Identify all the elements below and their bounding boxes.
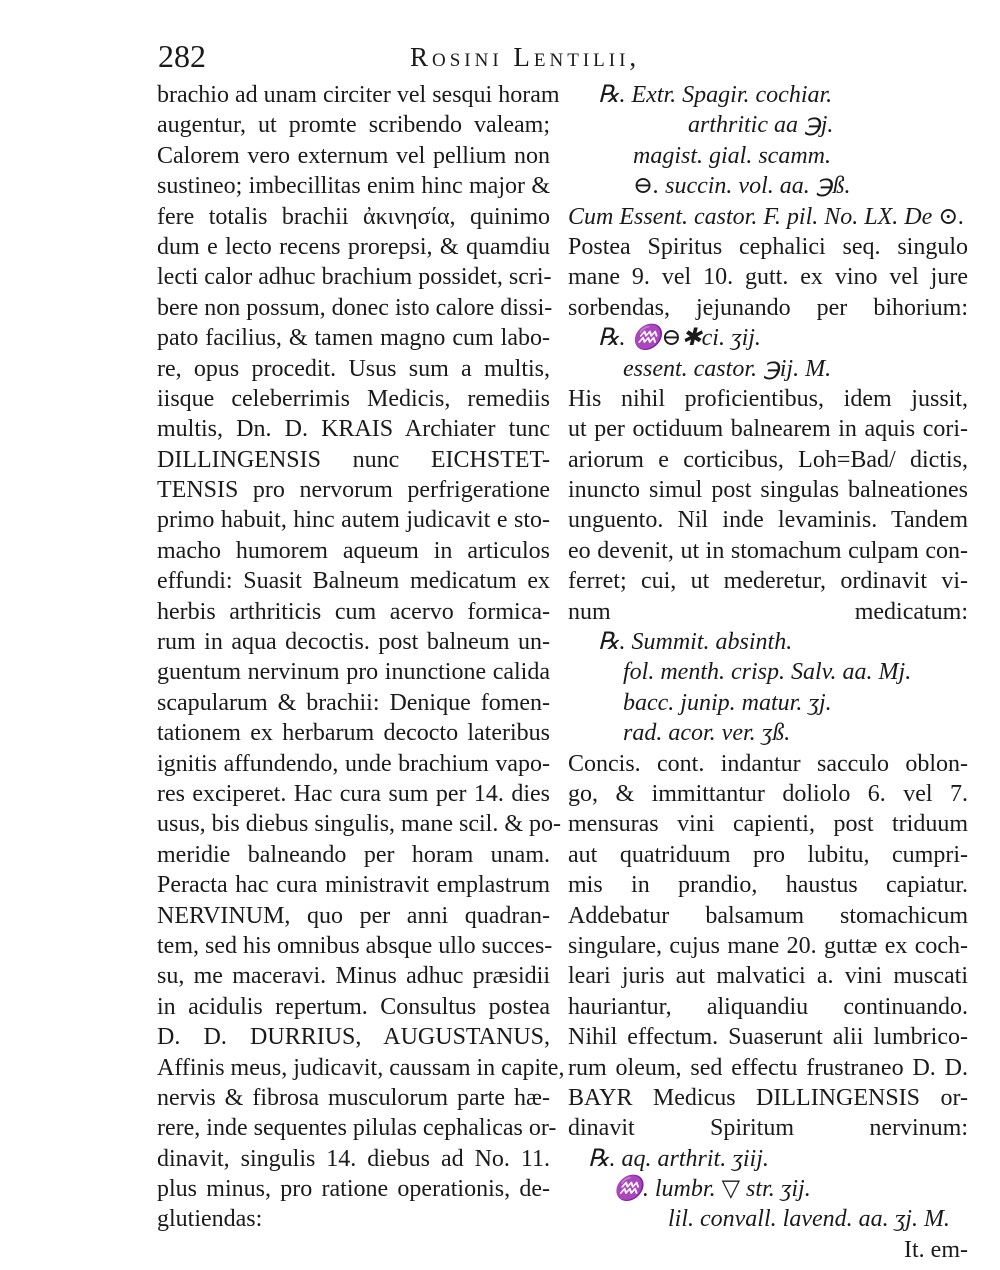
text-line: meridie balneando per horam unam.: [157, 841, 550, 868]
text-line: singulare, cujus mane 20. guttæ ex coch-: [568, 932, 968, 959]
text-line: sorbendas, jejunando per bihorium:: [568, 294, 968, 321]
text-line: rum in aqua decoctis. post balneum un-: [157, 629, 550, 656]
text-line: ⊖. succin. vol. aa. ℈ß.: [633, 173, 851, 200]
text-line: res exciperet. Hac cura sum per 14. dies: [157, 780, 550, 807]
text-line: leari juris aut malvatici a. vini muscati: [568, 963, 968, 990]
text-line: rad. acor. ver. ʒß.: [623, 720, 791, 747]
text-line: dinavit Spiritum nervinum:: [568, 1115, 968, 1142]
text-line: tem, sed his omnibus absque ullo succes-: [157, 932, 553, 959]
text-line: Peracta hac cura ministravit emplastrum: [157, 872, 550, 899]
text-line: go, & immittantur doliolo 6. vel 7.: [568, 780, 968, 807]
text-line: ut per octiduum balnearem in aquis cori-: [568, 416, 968, 443]
text-line: bacc. junip. matur. ʒj.: [623, 689, 832, 716]
left-column: [157, 80, 565, 1235]
right-column: [568, 80, 968, 1265]
text-line: essent. castor. ℈ij. M.: [623, 355, 832, 382]
text-line: ariorum e corticibus, Loh=Bad/ dictis,: [568, 446, 968, 473]
text-line: sustineo; imbecillitas enim hinc major &: [157, 173, 550, 200]
text-line: bere non possum, donec isto calore dissi-: [157, 294, 553, 321]
text-line: num medicatum:: [568, 598, 968, 625]
text-line: fere totalis brachii ἀκινησία, quinimo: [157, 203, 550, 230]
text-line: ℞. ♒⊖✱ci. ʒij.: [598, 325, 761, 352]
text-line: brachio ad unam circiter vel sesqui horam: [157, 82, 560, 108]
text-line: Cum Essent. castor. F. pil. No. LX. De ⊙.: [568, 203, 965, 230]
text-line: plus minus, pro ratione operationis, de-: [157, 1176, 550, 1203]
text-line: multis, Dn. D. KRAIS Archiater tunc: [157, 416, 550, 443]
text-line: eo devenit, ut in stomachum culpam con-: [568, 537, 968, 564]
text-line: tationem ex herbarum decocto lateribus: [157, 720, 550, 747]
text-line: rere, inde sequentes pilulas cephalicas or-: [157, 1115, 557, 1142]
text-line: re, opus procedit. Usus sum a multis,: [157, 355, 550, 382]
text-line: Calorem vero externum vel pellium non: [157, 142, 550, 169]
text-line: lil. convall. lavend. aa. ʒj. M.: [668, 1206, 950, 1233]
text-line: Affinis meus, judicavit, caussam in capite,: [157, 1054, 565, 1081]
text-line: unguento. Nil inde levaminis. Tandem: [568, 507, 968, 534]
text-line: aut quatriduum pro lubitu, cumpri-: [568, 841, 968, 868]
text-line: mensuras vini capienti, post triduum: [568, 811, 968, 838]
text-line: DILLINGENSIS nunc EICHSTET-: [157, 446, 550, 473]
text-line: Concis. cont. indantur sacculo oblon-: [568, 750, 968, 777]
text-line: augentur, ut promte scribendo valeam;: [157, 112, 550, 139]
text-line: herbis arthriticis cum acervo formica-: [157, 598, 550, 625]
text-line: ℞. aq. arthrit. ʒiij.: [588, 1145, 769, 1172]
text-line: Addebatur balsamum stomachicum: [568, 902, 968, 929]
text-line: arthritic aa ℈j.: [688, 112, 834, 139]
text-line: Postea Spiritus cephalici seq. singulo: [568, 233, 968, 260]
text-line: in acidulis repertum. Consultus postea: [157, 993, 550, 1020]
text-line: lecti calor adhuc brachium possidet, scri-: [157, 264, 552, 291]
text-line: dum e lecto recens prorepsi, & quamdiu: [157, 233, 550, 260]
running-head: Rosini Lentilii,: [410, 42, 641, 72]
text-line: macho humorem aqueum in articulos: [157, 537, 550, 564]
text-line: mane 9. vel 10. gutt. ex vino vel jure: [568, 264, 968, 291]
page-number: 282: [158, 38, 206, 74]
text-line: NERVINUM, quo per anni quadran-: [157, 902, 550, 929]
text-line: dinavit, singulis 14. diebus ad No. 11.: [157, 1145, 550, 1172]
text-line: It. em-: [904, 1236, 968, 1263]
text-line: Nihil effectum. Suaserunt alii lumbrico-: [568, 1024, 968, 1051]
text-line: BAYR Medicus DILLINGENSIS or-: [568, 1084, 968, 1111]
text-line: effundi: Suasit Balneum medicatum ex: [157, 568, 550, 595]
text-line: rum oleum, sed effectu frustraneo D. D.: [568, 1054, 968, 1081]
text-line: magist. gial. scamm.: [633, 142, 831, 169]
text-line: TENSIS pro nervorum perfrigeratione: [157, 477, 550, 504]
text-line: ℞. Extr. Spagir. cochiar.: [598, 82, 833, 108]
text-line: inuncto simul post singulas balneationes: [568, 477, 968, 504]
text-line: nervis & fibrosa musculorum parte hæ-: [157, 1084, 550, 1111]
text-line: primo habuit, hinc autem judicavit e sto-: [157, 507, 550, 534]
text-line: glutiendas:: [157, 1206, 263, 1233]
page-header: [0, 38, 1000, 78]
text-line: pato facilius, & tamen magno cum labo-: [157, 325, 550, 352]
text-line: ferret; cui, ut mederetur, ordinavit vi-: [568, 568, 968, 595]
text-line: ignitis affundendo, unde brachium vapo-: [157, 750, 550, 777]
text-line: mis in prandio, haustus capiatur.: [568, 872, 968, 899]
text-line: fol. menth. crisp. Salv. aa. Mj.: [623, 659, 912, 686]
text-line: scapularum & brachii: Denique fomen-: [157, 689, 550, 716]
text-line: D. D. DURRIUS, AUGUSTANUS,: [157, 1024, 550, 1051]
text-line: su, me maceravi. Minus adhuc præsidii: [157, 963, 550, 990]
text-line: usus, bis diebus singulis, mane scil. & po-: [157, 811, 561, 838]
text-line: ℞. Summit. absinth.: [598, 629, 793, 656]
text-line: hauriantur, aliquandiu continuando.: [568, 993, 968, 1020]
text-line: iisque celeberrimis Medicis, remediis: [157, 385, 550, 412]
text-line: guentum nervinum pro inunctione calida: [157, 659, 550, 686]
text-line: His nihil proficientibus, idem jussit,: [568, 385, 968, 412]
text-line: ♒. lumbr. ▽ str. ʒij.: [613, 1176, 811, 1203]
